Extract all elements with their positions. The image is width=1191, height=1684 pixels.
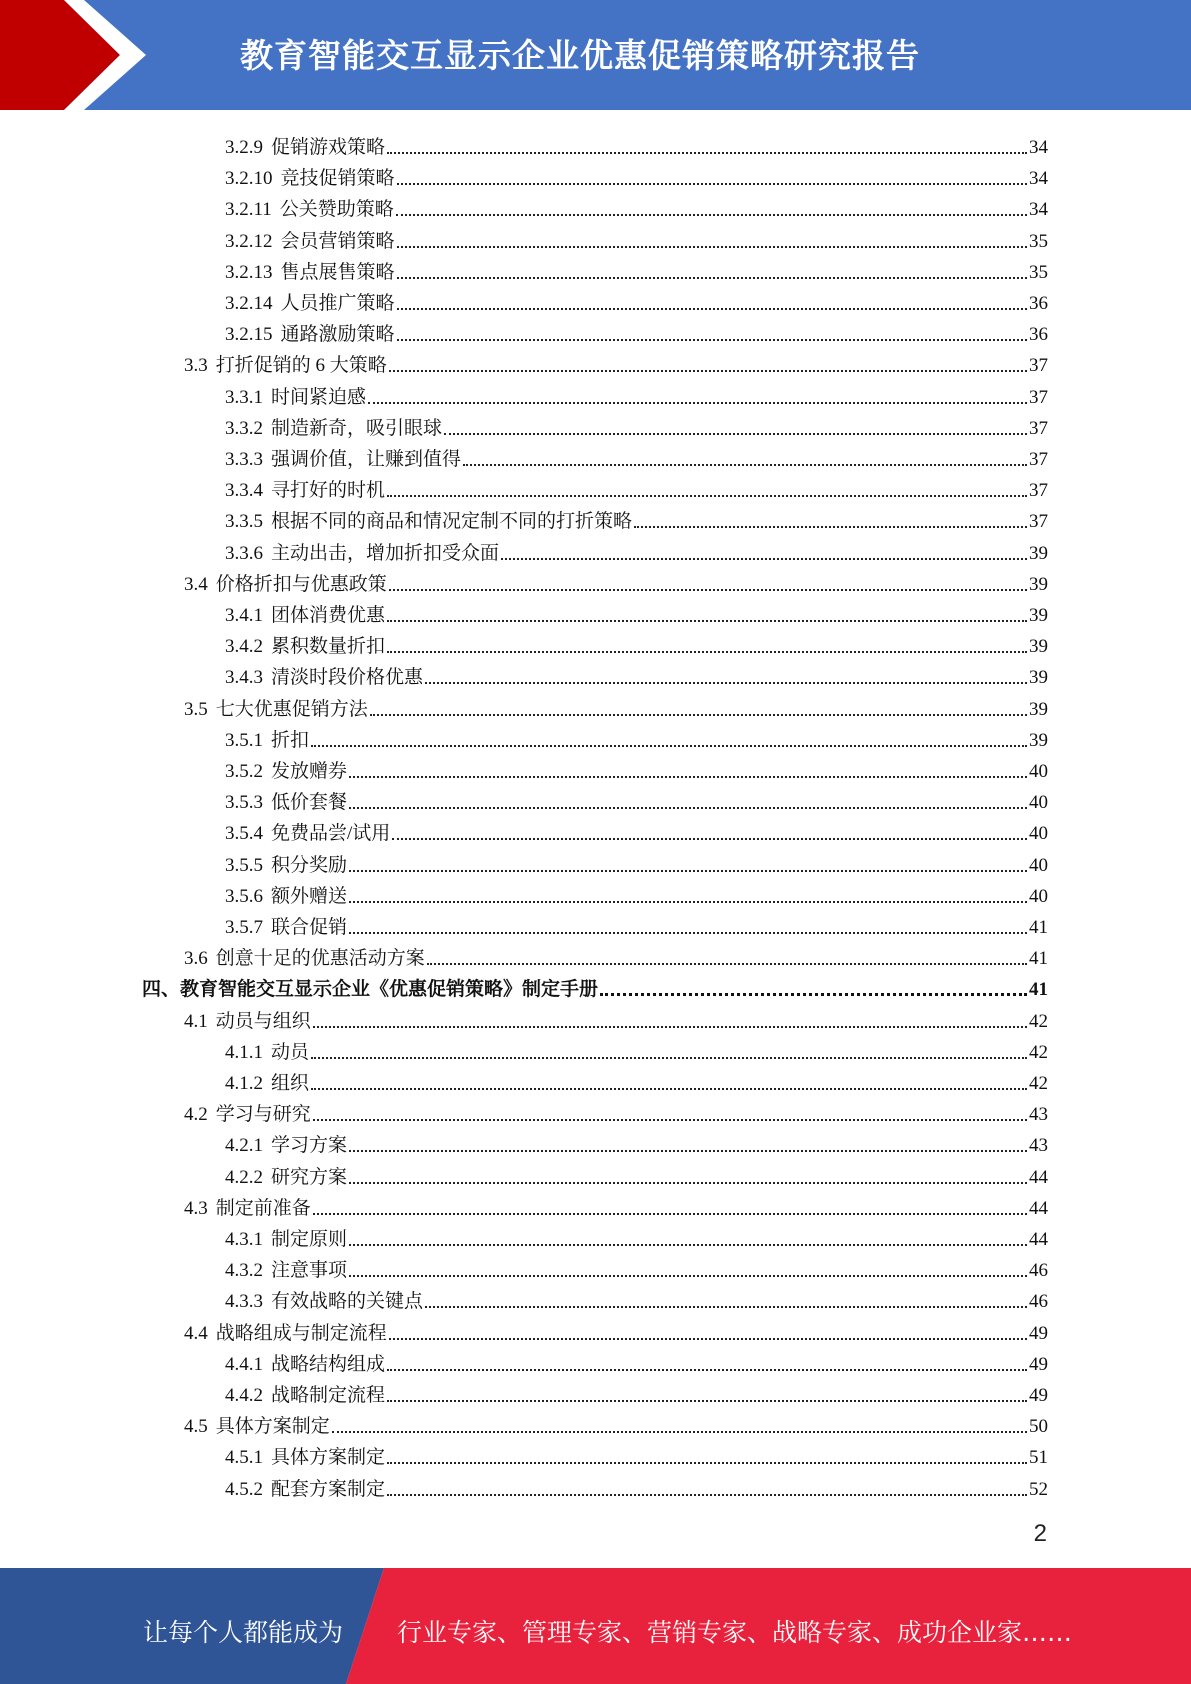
toc-entry-title: 根据不同的商品和情况定制不同的打折策略: [271, 511, 633, 532]
toc-dot-leader: [397, 183, 1027, 185]
toc-entry-page: 42: [1029, 1073, 1048, 1094]
toc-entry-page: 40: [1029, 886, 1048, 907]
toc-dot-leader: [387, 620, 1027, 622]
toc-dot-leader: [425, 682, 1027, 684]
toc-entry-page: 36: [1029, 293, 1048, 314]
toc-entry-number: 3.2.11: [225, 199, 272, 220]
toc-entry-page: 41: [1029, 979, 1048, 1000]
toc-entry-page: 40: [1029, 792, 1048, 813]
toc-entry-title: 通路激励策略: [280, 324, 395, 345]
toc-entry-title: 积分奖励: [271, 855, 348, 876]
toc-dot-leader: [349, 1244, 1027, 1246]
toc-entry-title: 促销游戏策略: [271, 137, 386, 158]
toc-entry-page: 37: [1029, 387, 1048, 408]
toc-entry-title: 公关赞助策略: [279, 199, 394, 220]
toc-entry[interactable]: [225, 658, 1048, 689]
toc-entry-number: 4.3: [184, 1198, 208, 1219]
toc-entry-page: 36: [1029, 324, 1048, 345]
toc-dot-leader: [313, 1026, 1027, 1028]
toc-entry-page: 50: [1029, 1416, 1048, 1437]
toc-entry-number: 4.3.1: [225, 1229, 263, 1250]
toc-entry-number: 4.5: [184, 1416, 208, 1437]
toc-dot-leader: [313, 1213, 1027, 1215]
toc-entry-page: 39: [1029, 574, 1048, 595]
toc-dot-leader: [389, 589, 1027, 591]
toc-entry[interactable]: [225, 1220, 1048, 1251]
toc-entry-page: 39: [1029, 543, 1048, 564]
toc-entry-number: 3.2.15: [225, 324, 273, 345]
toc-entry-title: 学习与研究: [215, 1104, 311, 1125]
toc-entry-number: 3.4.2: [225, 636, 263, 657]
toc-dot-leader: [349, 901, 1027, 903]
toc-entry-number: 3.3.2: [225, 418, 263, 439]
toc-entry-page: 37: [1029, 449, 1048, 470]
toc-entry-page: 44: [1029, 1167, 1048, 1188]
toc-entry-number: 4.1: [184, 1011, 208, 1032]
toc-entry-page: 40: [1029, 855, 1048, 876]
toc-dot-leader: [389, 370, 1027, 372]
toc-dot-leader: [387, 1462, 1027, 1464]
toc-entry-number: 3.5.6: [225, 886, 263, 907]
toc-entry[interactable]: [184, 565, 1048, 596]
toc-entry-number: 3.3.3: [225, 449, 263, 470]
toc-entry-title: 具体方案制定: [215, 1416, 330, 1437]
toc-entry-number: 3.3: [184, 355, 208, 376]
toc-entry-number: 4.5.2: [225, 1479, 263, 1500]
toc-entry-page: 39: [1029, 730, 1048, 751]
toc-entry[interactable]: [142, 970, 1048, 1001]
toc-entry[interactable]: [184, 690, 1048, 721]
toc-entry-number: 4.1.2: [225, 1073, 263, 1094]
page-header: [0, 0, 1191, 110]
toc-entry-title: 制定原则: [271, 1229, 348, 1250]
toc-entry-page: 35: [1029, 231, 1048, 252]
toc-entry-page: 44: [1029, 1229, 1048, 1250]
toc-entry-title: 寻打好的时机: [271, 480, 386, 501]
toc-entry-title: 竞技促销策略: [280, 168, 395, 189]
toc-dot-leader: [311, 745, 1027, 747]
toc-entry[interactable]: [184, 1095, 1048, 1126]
toc-entry[interactable]: [184, 1407, 1048, 1438]
toc-entry[interactable]: [184, 1314, 1048, 1345]
toc-entry[interactable]: [225, 1282, 1048, 1313]
toc-dot-leader: [389, 1338, 1027, 1340]
toc-entry-number: 3.3.1: [225, 387, 263, 408]
toc-entry-number: 3.5.7: [225, 917, 263, 938]
toc-entry-page: 41: [1029, 948, 1048, 969]
toc-entry-page: 49: [1029, 1385, 1048, 1406]
toc-entry-title: 主动出击，增加折扣受众面: [271, 543, 500, 564]
footer-slogan-right: 行业专家、管理专家、营销专家、战略专家、成功企业家……: [397, 1618, 1073, 1647]
toc-entry[interactable]: [225, 315, 1048, 346]
toc-entry-page: 43: [1029, 1104, 1048, 1125]
toc-dot-leader: [387, 1369, 1027, 1371]
toc-entry[interactable]: [225, 378, 1048, 409]
toc-entry-title: 发放赠券: [271, 761, 348, 782]
toc-entry[interactable]: [225, 783, 1048, 814]
footer-slogan-left: 让每个人都能成为: [143, 1618, 344, 1647]
toc-dot-leader: [349, 1275, 1027, 1277]
toc-entry-page: 40: [1029, 761, 1048, 782]
toc-dot-leader: [425, 1306, 1027, 1308]
toc-entry[interactable]: [225, 752, 1048, 783]
toc-entry[interactable]: [225, 284, 1048, 315]
toc-dot-leader: [370, 714, 1027, 716]
toc-entry-page: 39: [1029, 605, 1048, 626]
toc-entry[interactable]: [225, 721, 1048, 752]
toc-entry-page: 34: [1029, 137, 1048, 158]
toc-entry[interactable]: [225, 159, 1048, 190]
toc-entry-number: 3.2.9: [225, 137, 263, 158]
toc-entry-number: 4.4: [184, 1323, 208, 1344]
toc-entry[interactable]: [225, 440, 1048, 471]
toc-entry-number: 4.3.3: [225, 1291, 263, 1312]
toc-entry-number: 3.4: [184, 574, 208, 595]
toc-dot-leader: [600, 993, 1027, 996]
toc-dot-leader: [396, 214, 1027, 216]
toc-entry[interactable]: [225, 534, 1048, 565]
toc-entry-page: 34: [1029, 199, 1048, 220]
toc-entry-title: 配套方案制定: [271, 1479, 386, 1500]
toc-entry-title: 时间紧迫感: [271, 387, 367, 408]
toc-entry-title: 团体消费优惠: [271, 605, 386, 626]
toc-entry-title: 折扣: [271, 730, 310, 751]
toc-entry-title: 研究方案: [271, 1167, 348, 1188]
toc-dot-leader: [332, 1431, 1027, 1433]
toc-entry-title: 打折促销的 6 大策略: [215, 355, 387, 376]
toc-entry-number: 4.4.1: [225, 1354, 263, 1375]
toc-entry[interactable]: [184, 1002, 1048, 1033]
toc-entry-title: 有效战略的关键点: [271, 1291, 424, 1312]
toc-entry-number: 3.4.1: [225, 605, 263, 626]
toc-entry[interactable]: [225, 846, 1048, 877]
toc-entry[interactable]: [225, 502, 1048, 533]
toc-entry-title: 制定前准备: [215, 1198, 311, 1219]
toc-entry-page: 35: [1029, 262, 1048, 283]
toc-entry-title: 人员推广策略: [280, 293, 395, 314]
toc-entry-page: 44: [1029, 1198, 1048, 1219]
toc-entry-page: 37: [1029, 418, 1048, 439]
toc-entry-page: 49: [1029, 1354, 1048, 1375]
toc-entry-page: 34: [1029, 168, 1048, 189]
toc-entry-title: 联合促销: [271, 917, 348, 938]
toc-entry-page: 37: [1029, 511, 1048, 532]
toc-entry-page: 37: [1029, 355, 1048, 376]
toc-dot-leader: [387, 495, 1027, 497]
toc-entry-title: 战略制定流程: [271, 1385, 386, 1406]
toc-dot-leader: [387, 1400, 1027, 1402]
toc-entry-number: 3.5.4: [225, 823, 263, 844]
toc-dot-leader: [427, 963, 1027, 965]
toc-entry[interactable]: [225, 877, 1048, 908]
toc-entry-title: 注意事项: [271, 1260, 348, 1281]
toc-dot-leader: [349, 932, 1027, 934]
toc-entry-title: 战略组成与制定流程: [215, 1323, 387, 1344]
toc-dot-leader: [634, 526, 1027, 528]
toc-entry-number: 4.4.2: [225, 1385, 263, 1406]
toc-entry-page: 43: [1029, 1135, 1048, 1156]
toc-entry-title: 价格折扣与优惠政策: [215, 574, 387, 595]
toc-dot-leader: [387, 651, 1027, 653]
toc-entry-title: 动员: [271, 1042, 310, 1063]
toc-entry-title: 免费品尝/试用: [271, 823, 391, 844]
toc-entry[interactable]: [225, 1470, 1048, 1501]
toc-entry-number: 3.2.14: [225, 293, 273, 314]
toc-entry-number: 3.6: [184, 948, 208, 969]
toc-entry-page: 49: [1029, 1323, 1048, 1344]
toc-dot-leader: [349, 1182, 1027, 1184]
toc-entry[interactable]: [225, 471, 1048, 502]
toc-entry-number: 3.3.4: [225, 480, 263, 501]
toc-dot-leader: [349, 870, 1027, 872]
toc-entry-page: 39: [1029, 667, 1048, 688]
toc-entry-number: 4.2: [184, 1104, 208, 1125]
toc-entry-title: 清淡时段价格优惠: [271, 667, 424, 688]
toc-dot-leader: [463, 464, 1027, 466]
toc-dot-leader: [387, 152, 1027, 154]
toc-entry-title: 制造新奇，吸引眼球: [271, 418, 443, 439]
toc-entry-title: 累积数量折扣: [271, 636, 386, 657]
toc-entry-number: 3.5.5: [225, 855, 263, 876]
toc-entry-page: 42: [1029, 1042, 1048, 1063]
toc-entry-page: 37: [1029, 480, 1048, 501]
toc-entry-number: 4.3.2: [225, 1260, 263, 1281]
toc-entry-title: 创意十足的优惠活动方案: [215, 948, 425, 969]
page-footer: [0, 1568, 1191, 1684]
toc-entry[interactable]: [225, 128, 1048, 159]
toc-dot-leader: [349, 1150, 1027, 1152]
toc-entry-number: 3.4.3: [225, 667, 263, 688]
toc-entry[interactable]: [184, 1189, 1048, 1220]
toc-dot-leader: [311, 1088, 1027, 1090]
toc-entry[interactable]: [225, 814, 1048, 845]
toc-entry-title: 学习方案: [271, 1135, 348, 1156]
toc-entry-title: 售点展售策略: [280, 262, 395, 283]
toc-entry-page: 40: [1029, 823, 1048, 844]
toc-entry-page: 39: [1029, 699, 1048, 720]
toc-dot-leader: [397, 277, 1027, 279]
toc-entry-title: 强调价值，让赚到值得: [271, 449, 462, 470]
toc-entry-title: 组织: [271, 1073, 310, 1094]
toc-entry-page: 51: [1029, 1447, 1048, 1468]
toc-entry-number: 4.2.1: [225, 1135, 263, 1156]
toc-entry-number: 3.2.10: [225, 168, 273, 189]
toc-entry[interactable]: [225, 1126, 1048, 1157]
toc-entry[interactable]: [184, 939, 1048, 970]
toc-entry[interactable]: [225, 253, 1048, 284]
toc-entry[interactable]: [225, 409, 1048, 440]
toc-entry-number: 4.5.1: [225, 1447, 263, 1468]
toc-entry-number: 3.3.6: [225, 543, 263, 564]
toc-entry-page: 42: [1029, 1011, 1048, 1032]
toc-dot-leader: [311, 1057, 1027, 1059]
toc-entry[interactable]: [225, 908, 1048, 939]
toc-entry-title: 七大优惠促销方法: [215, 699, 368, 720]
toc-entry-page: 46: [1029, 1260, 1048, 1281]
toc-entry[interactable]: [225, 1438, 1048, 1469]
toc-entry[interactable]: [225, 222, 1048, 253]
toc-dot-leader: [368, 402, 1027, 404]
toc-dot-leader: [397, 246, 1027, 248]
report-title: 教育智能交互显示企业优惠促销策略研究报告: [240, 36, 920, 75]
toc-entry-number: 4.2.2: [225, 1167, 263, 1188]
toc-entry[interactable]: [225, 1376, 1048, 1407]
page-number: 2: [1033, 1520, 1047, 1547]
toc-entry-title: 具体方案制定: [271, 1447, 386, 1468]
toc-entry-title: 低价套餐: [271, 792, 348, 813]
toc-entry-number: 4.1.1: [225, 1042, 263, 1063]
toc-entry[interactable]: [225, 1064, 1048, 1095]
toc-entry[interactable]: [225, 627, 1048, 658]
toc-entry[interactable]: [225, 1345, 1048, 1376]
toc-entry[interactable]: [225, 596, 1048, 627]
toc-entry-number: 3.5.3: [225, 792, 263, 813]
toc-entry-title: 四、教育智能交互显示企业《优惠促销策略》制定手册: [142, 979, 599, 1000]
toc-dot-leader: [349, 807, 1027, 809]
toc-dot-leader: [444, 433, 1027, 435]
toc-entry-page: 39: [1029, 636, 1048, 657]
toc-dot-leader: [501, 558, 1027, 560]
toc-dot-leader: [387, 1494, 1027, 1496]
toc-entry-number: 3.3.5: [225, 511, 263, 532]
toc-dot-leader: [392, 838, 1027, 840]
toc-entry-title: 额外赠送: [271, 886, 348, 907]
toc-entry-page: 52: [1029, 1479, 1048, 1500]
toc-dot-leader: [349, 776, 1027, 778]
toc-dot-leader: [313, 1119, 1027, 1121]
toc-entry[interactable]: [225, 190, 1048, 221]
toc-entry-number: 3.5.1: [225, 730, 263, 751]
toc-entry[interactable]: [225, 1158, 1048, 1189]
toc-entry-page: 41: [1029, 917, 1048, 938]
toc-entry-page: 46: [1029, 1291, 1048, 1312]
toc-entry-title: 战略结构组成: [271, 1354, 386, 1375]
toc-entry[interactable]: [225, 1251, 1048, 1282]
toc-entry-title: 会员营销策略: [280, 231, 395, 252]
toc-dot-leader: [397, 308, 1027, 310]
toc-entry-number: 3.5.2: [225, 761, 263, 782]
toc-entry[interactable]: [225, 1033, 1048, 1064]
toc-entry-number: 3.5: [184, 699, 208, 720]
toc-entry-number: 3.2.12: [225, 231, 273, 252]
toc-entry-title: 动员与组织: [215, 1011, 311, 1032]
toc-entry-number: 3.2.13: [225, 262, 273, 283]
toc-entry[interactable]: [184, 346, 1048, 377]
toc-dot-leader: [397, 339, 1027, 341]
